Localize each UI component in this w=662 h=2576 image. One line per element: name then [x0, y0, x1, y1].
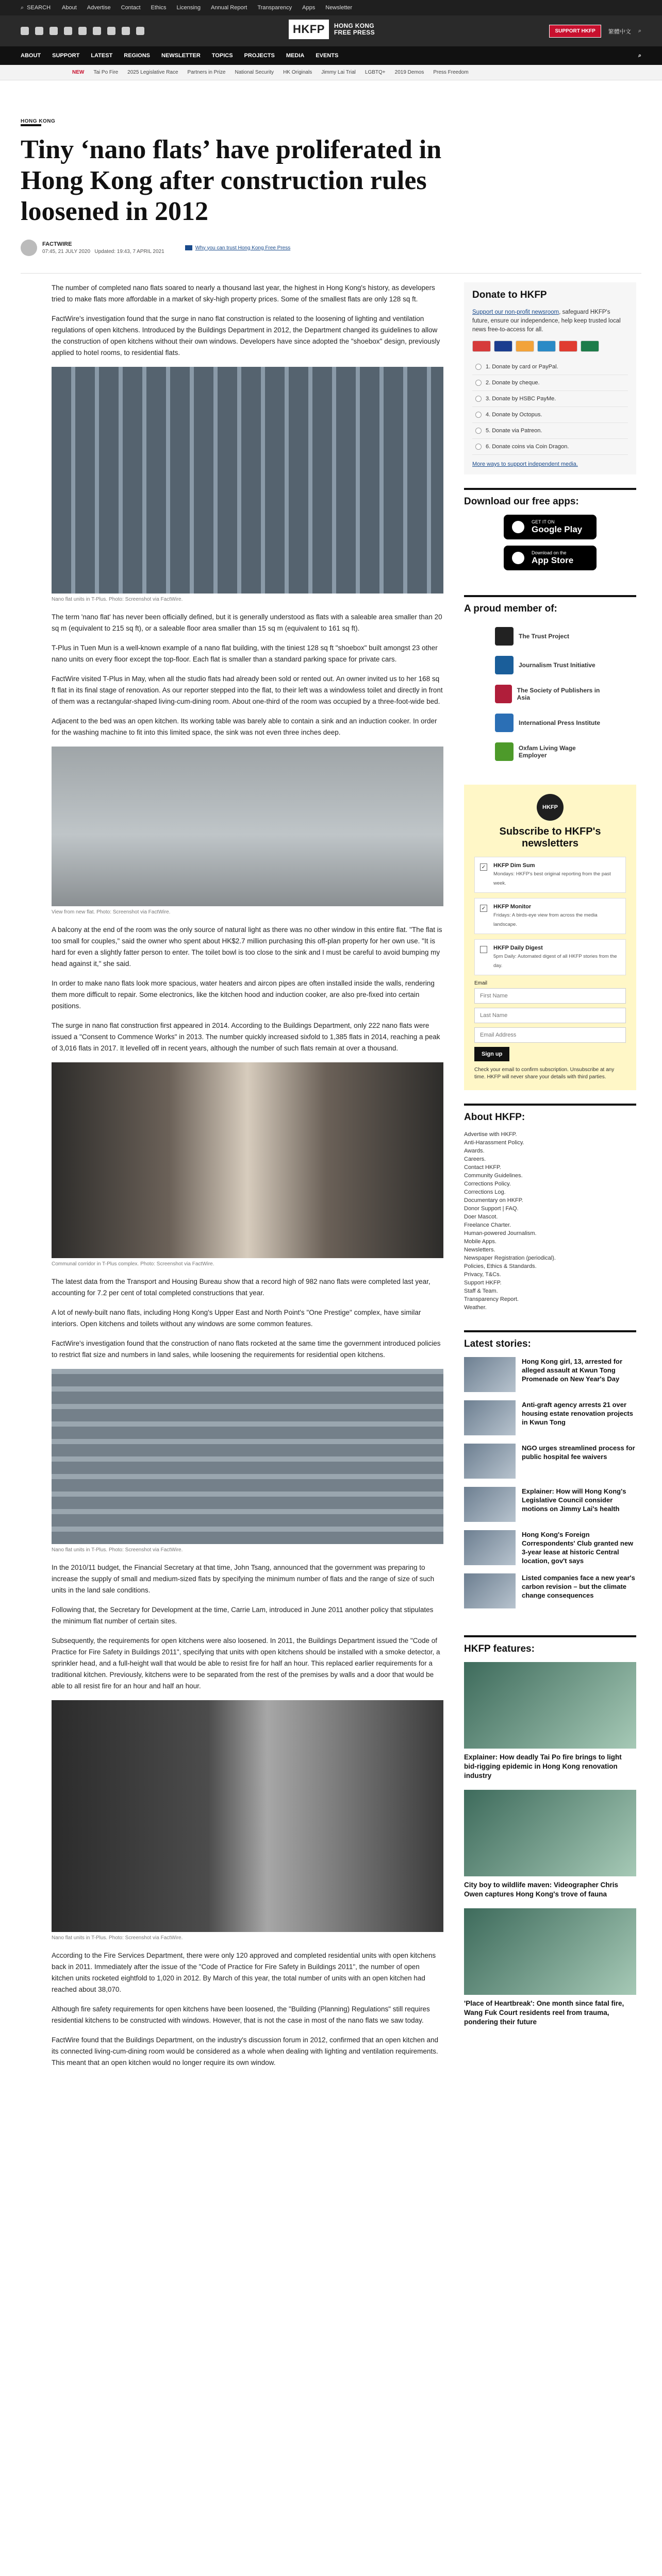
section-tag[interactable]: HONG KONG: [21, 118, 56, 124]
donate-option-label: 5. Donate via Patreon.: [486, 428, 542, 434]
google-play-icon: [512, 521, 524, 533]
story-title: Listed companies face a new year's carbon revision – but the climate change consequences: [522, 1574, 635, 1599]
about-link[interactable]: Transparency Report.: [464, 1296, 519, 1302]
top-search-label: SEARCH: [27, 5, 51, 11]
nav-topics[interactable]: TOPICS: [211, 53, 233, 59]
radio-icon: [475, 396, 482, 402]
member-oxfam[interactable]: [464, 737, 636, 766]
newsletter-logo: HKFP: [537, 794, 564, 821]
donate-option-label: 3. Donate by HSBC PayMe.: [486, 396, 556, 402]
donate-option-label: 2. Donate by cheque.: [486, 380, 540, 386]
donate-option[interactable]: [472, 375, 628, 391]
story-item[interactable]: [464, 1400, 636, 1435]
article-paragraph: The number of completed nano flats soared to nearly a thousand last year, the highest in Hong Kong's history, as developers tried to make flats more affordable in a market of sky-high property prices. Some of the smallest flats are only 128 sq ft.: [52, 284, 435, 303]
radio-icon: [475, 364, 482, 370]
newsletter-option-daily-digest[interactable]: [474, 939, 626, 975]
feature-title: Explainer: How deadly Tai Po fire brings to light bid-rigging epidemic in Hong Kong renovation industry: [464, 1753, 622, 1780]
feature-image: [464, 1790, 636, 1876]
story-thumbnail: [464, 1444, 516, 1479]
checkbox-icon: ✓: [480, 905, 487, 912]
donate-option[interactable]: [472, 359, 628, 375]
apps-title: Download our free apps:: [464, 496, 579, 507]
first-name-field[interactable]: [474, 988, 626, 1004]
email-label: Email: [474, 980, 488, 986]
about-link[interactable]: Staff & Team.: [464, 1288, 498, 1294]
newsletter-option-desc: Mondays: HKFP's best original reporting from the past week.: [493, 871, 611, 886]
google-play-small: GET IT ON: [532, 519, 555, 524]
nav-regions[interactable]: REGIONS: [124, 53, 150, 59]
utility-link-apps[interactable]: Apps: [302, 5, 316, 11]
feature-title: City boy to wildlife maven: Videographer Chris Owen captures Hong Kong's trove of fauna: [464, 1881, 619, 1898]
article-paragraph: The latest data from the Transport and Housing Bureau show that a record high of 982 nano flats were completed last year, accounting for 7.2 per cent of total completed constructions that year.: [52, 1278, 431, 1297]
about-link[interactable]: Newspaper Registration (periodical).: [464, 1255, 556, 1261]
masthead: [0, 15, 662, 46]
newsletter-option-title: HKFP Dim Sum: [493, 862, 535, 869]
sopa-icon: [495, 685, 512, 703]
feature-title: 'Place of Heartbreak': One month since fatal fire, Wang Fuk Court residents reel from trauma, pondering their future: [464, 1999, 624, 2026]
newsletter-option-monitor[interactable]: [474, 898, 626, 934]
checkbox-icon: [480, 946, 487, 953]
article-paragraph: FactWire's investigation found that the surge in nano flat construction is related to the loosening of lighting and ventilation regulations of open kitchens. Introduced by the Buildings Department in 2012, the Department changed its guidelines to allow the construction of open kitchens without their own windows. Developers have since adopted the "shoebox" design, previously applied to hotel rooms, to residential flats.: [52, 315, 440, 357]
email-field[interactable]: [474, 1027, 626, 1043]
about-link[interactable]: Privacy, T&Cs.: [464, 1272, 501, 1278]
radio-icon: [475, 380, 482, 386]
section-rule: [21, 124, 41, 126]
about-link[interactable]: Donor Support | FAQ.: [464, 1206, 519, 1212]
article-paragraph: Following that, the Secretary for Development at the time, Carrie Lam, introduced in June 2011 another policy that stipulates the minimum flat number of certain sites.: [52, 1606, 434, 1625]
newsletter-title: Subscribe to HKFP's newsletters: [499, 826, 601, 849]
about-link[interactable]: Awards.: [464, 1148, 485, 1154]
article-paragraph: FactWire found that the Buildings Department, on the industry's discussion forum in 2012, confirmed that an open kitchen and its connected living-cum-dining room would be considered as a whole when dealing with lighting and ventilation requirements. This meant that an open kitchen would no longer require its own window.: [52, 2036, 438, 2066]
logo-wordmark: [334, 23, 375, 36]
google-play-label: Google Play: [532, 524, 583, 534]
story-item[interactable]: [464, 1530, 636, 1565]
amex-icon: [516, 341, 534, 352]
about-link[interactable]: Support HKFP.: [464, 1280, 502, 1286]
trust-project-icon: [495, 627, 514, 646]
trending-item[interactable]: National Security: [235, 70, 274, 75]
utility-link-advertise[interactable]: Advertise: [87, 5, 111, 11]
about-link[interactable]: Community Guidelines.: [464, 1173, 523, 1179]
article-paragraph: A balcony at the end of the room was the only source of natural light as there was no other window in this entire flat. "The flat is too small for couples," said the owner who spent about HK$2.7 million purchasing this off-plan property for her own use. "It is hard for even a slightly fatter person to enter. The toilet bowl is too close to the sink and I must be careful to avoid bumping my head against it," she said.: [52, 926, 442, 968]
article-paragraph: Subsequently, the requirements for open kitchens were also loosened. In 2011, the Buildings Department issued the "Code of Practice for Fire Safety in Buildings 2011", specifying that units with open kitchens should be installed with a smoke detector, a sprinkler head, and a full-height wall that would be able to resist fire for half an hour. This replaced earlier requirements for a traditional kitchen. Previously, kitchens were to be separated from the rest of the premises by walls and a door that would be able to all resist fire for an hour and half an hour.: [52, 1637, 440, 1690]
site-logo[interactable]: [289, 20, 375, 39]
donate-widget: [464, 282, 636, 474]
app-store-button[interactable]: [504, 546, 597, 570]
main-nav: [0, 46, 662, 65]
paypal-icon: [537, 341, 556, 352]
byline: [21, 240, 536, 256]
article-photo-bed[interactable]: [52, 747, 443, 906]
x-icon[interactable]: [35, 27, 43, 35]
member-org-name: International Press Institute: [519, 719, 601, 726]
threads-icon[interactable]: [78, 27, 87, 35]
donate-option[interactable]: [472, 423, 628, 439]
last-name-field[interactable]: [474, 1008, 626, 1023]
jti-icon: [495, 656, 514, 674]
about-link[interactable]: Careers.: [464, 1156, 486, 1162]
app-store-label: App Store: [532, 555, 574, 565]
nav-projects[interactable]: PROJECTS: [244, 53, 275, 59]
feature-image: [464, 1908, 636, 1995]
newsletter-option-desc: Fridays: A birds-eye view from across the media landscape.: [493, 912, 598, 927]
trending-item[interactable]: Press Freedom: [433, 70, 469, 75]
feature-item[interactable]: [464, 1790, 636, 1899]
logo-line-2: FREE PRESS: [334, 29, 375, 36]
article-paragraph: Although fire safety requirements for open kitchens have been loosened, the "Building (Planning) Regulations" still requires residential kitchens to be constructed with windows. However, that is not the case in most of the nano flats we saw today.: [52, 2005, 430, 2024]
radio-icon: [475, 444, 482, 450]
feature-item[interactable]: [464, 1662, 636, 1781]
top-search[interactable]: [21, 5, 51, 11]
about-link[interactable]: Documentary on HKFP.: [464, 1197, 523, 1204]
utility-links: [62, 5, 352, 11]
photo-caption: Communal corridor in T-Plus complex. Photo: Screenshot via FactWire.: [52, 1261, 214, 1267]
article-photo-building[interactable]: [52, 367, 443, 594]
linkedin-icon[interactable]: [122, 27, 130, 35]
youtube-icon[interactable]: [64, 27, 72, 35]
article-photo-corridor[interactable]: [52, 1062, 443, 1258]
author-name[interactable]: FACTWIRE: [42, 241, 72, 247]
trending-item[interactable]: HK Originals: [283, 70, 312, 75]
article-paragraph: A lot of newly-built nano flats, including Hong Kong's Upper East and North Point's "One Prestige" complex, have similar interiors. Open kitchens and toilets without any windows are some common features.: [52, 1309, 421, 1328]
header-divider: [21, 273, 641, 274]
article-paragraph: According to the Fire Services Department, there were only 120 approved and completed residential units with open kitchens back in 2011. Immediately after the issue of the "Code of Practice for Fire Safety in Buildings 2011", the number of open kitchen units rocketed eightfold to 1,020 in 2012. By March of this year, the total number of units with an open kitchen had reached about 38,070.: [52, 1952, 436, 1993]
payme-icon: [559, 341, 577, 352]
utility-link-ethics[interactable]: Ethics: [151, 5, 167, 11]
facebook-icon[interactable]: [21, 27, 29, 35]
trust-link[interactable]: [185, 245, 291, 251]
search-icon: ⌕: [21, 4, 24, 11]
article-paragraph: The term 'nano flat' has never been officially defined, but it is generally understood as flats with a saleable area smaller than 20 sq m (equivalent to 215 sq ft), or a saleable floor area smaller than 15 sq m (equivalent to 161 sq ft).: [52, 613, 442, 632]
article-photo-facade[interactable]: [52, 1369, 443, 1544]
trending-item[interactable]: LGBTQ+: [365, 70, 386, 75]
trust-link-label: Why you can trust Hong Kong Free Press: [195, 245, 291, 251]
language-switch[interactable]: 繁體中文: [608, 28, 631, 35]
about-links: [464, 1130, 636, 1312]
member-ipi[interactable]: [464, 708, 636, 737]
trending-item[interactable]: 2019 Demos: [394, 70, 424, 75]
story-title: Hong Kong's Foreign Correspondents' Club granted new 3-year lease at historic Central location, gov't says: [522, 1531, 634, 1565]
about-title: About HKFP:: [464, 1112, 525, 1123]
trending-label: NEW: [72, 70, 85, 75]
newsletter-option-title: HKFP Daily Digest: [493, 945, 543, 951]
story-item[interactable]: [464, 1444, 636, 1479]
story-title: Hong Kong girl, 13, arrested for alleged assault at Kwun Tong Promenade on New Year's Day: [522, 1358, 623, 1383]
nav-latest[interactable]: LATEST: [91, 53, 113, 59]
about-link[interactable]: Human-powered Journalism.: [464, 1230, 537, 1236]
about-link[interactable]: Anti-Harassment Policy.: [464, 1140, 524, 1146]
donate-option-label: 6. Donate coins via Coin Dragon.: [486, 444, 569, 450]
ipi-icon: [495, 714, 514, 732]
search-icon[interactable]: ⌕: [638, 28, 641, 34]
newsletter-option-dim-sum[interactable]: [474, 857, 626, 893]
logo-line-1: HONG KONG: [334, 22, 374, 29]
donate-option[interactable]: [472, 407, 628, 423]
article-header: [21, 118, 536, 256]
signup-button[interactable]: Sign up: [474, 1047, 509, 1061]
about-link[interactable]: Advertise with HKFP.: [464, 1131, 517, 1138]
trending-item[interactable]: Tai Po Fire: [93, 70, 119, 75]
about-link[interactable]: Policies, Ethics & Standards.: [464, 1263, 537, 1269]
member-title: A proud member of:: [464, 603, 557, 614]
trending-bar: [0, 65, 662, 80]
mastodon-icon[interactable]: [136, 27, 144, 35]
member-trust-project[interactable]: [464, 622, 636, 651]
article-paragraph: In the 2010/11 budget, the Financial Secretary at that time, John Tsang, announced that the government was preparing to increase the supply of small and medium-sized flats by specifying the minimum number of flats and the range of size of such units in the land sale conditions.: [52, 1564, 435, 1594]
story-thumbnail: [464, 1400, 516, 1435]
newsletter-option-title: HKFP Monitor: [493, 904, 532, 910]
masthead-actions: [549, 25, 641, 38]
apple-icon: [512, 552, 524, 564]
nav-events[interactable]: EVENTS: [316, 53, 339, 59]
nav-search-icon[interactable]: ⌕: [638, 52, 641, 59]
google-play-button[interactable]: [504, 515, 597, 539]
whatsapp-icon[interactable]: [107, 27, 115, 35]
utility-link-annual-report[interactable]: Annual Report: [211, 5, 247, 11]
newsletter-widget: [464, 785, 636, 1090]
visa-icon: [494, 341, 512, 352]
member-org-name: Journalism Trust Initiative: [519, 662, 595, 669]
about-link[interactable]: Newsletters.: [464, 1247, 495, 1253]
utility-bar: [0, 0, 662, 15]
story-item[interactable]: [464, 1357, 636, 1392]
about-link[interactable]: Freelance Charter.: [464, 1222, 511, 1228]
article-paragraph: The surge in nano flat construction first appeared in 2014. According to the Buildings Department, only 222 nano flats were issued a "Consent to Commence Works" in 2013. The number quickly increased sixfold to 1,385 flats in 2014, reaching a peak of 3,016 flats in 2017. It levelled off in recent years, although the number of such flats remain at over a thousand.: [52, 1022, 440, 1052]
donate-option[interactable]: [472, 439, 628, 455]
support-hkfp-button[interactable]: SUPPORT HKFP: [549, 25, 601, 38]
donate-title: Donate to HKFP: [472, 290, 547, 300]
about-link[interactable]: Contact HKFP.: [464, 1164, 501, 1171]
utility-link-contact[interactable]: Contact: [121, 5, 141, 11]
trending-item[interactable]: Partners in Prize: [187, 70, 226, 75]
member-org-name: Oxfam Living Wage Employer: [518, 744, 576, 759]
nav-support[interactable]: SUPPORT: [52, 53, 80, 59]
story-thumbnail: [464, 1530, 516, 1565]
app-store-small: Download on the: [532, 550, 567, 555]
article-headline: Tiny ‘nano flats’ have proliferated in Hong Kong after construction rules loosened in 2012: [21, 135, 442, 226]
member-sopa[interactable]: [464, 680, 636, 708]
member-org-name: The Trust Project: [519, 633, 570, 640]
telegram-icon[interactable]: [93, 27, 101, 35]
about-link[interactable]: Weather.: [464, 1304, 487, 1311]
newsletter-note: Check your email to confirm subscription. Unsubscribe at any time. HKFP will never share your details with third parties.: [474, 1067, 615, 1080]
utility-link-licensing[interactable]: Licensing: [176, 5, 201, 11]
article-paragraph: In order to make nano flats look more spacious, water heaters and aircon pipes are often installed inside the walls, rendering them more difficult to repair. Some electronics, like the kitchen hood and induction cooker, are also pre-fixed into certain positions.: [52, 979, 435, 1010]
donate-option[interactable]: [472, 391, 628, 407]
about-link[interactable]: Mobile Apps.: [464, 1239, 496, 1245]
donate-text: [472, 308, 628, 334]
utility-link-transparency[interactable]: Transparency: [257, 5, 292, 11]
latest-title: Latest stories:: [464, 1338, 531, 1349]
publish-date: 07:45, 21 JULY 2020: [42, 248, 91, 255]
payment-icons: [472, 341, 628, 352]
about-link[interactable]: Doer Mascot.: [464, 1214, 498, 1220]
instagram-icon[interactable]: [49, 27, 58, 35]
logo-mark: HKFP: [289, 20, 329, 39]
radio-icon: [475, 412, 482, 418]
member-org-name: The Society of Publishers in Asia: [517, 687, 600, 701]
checkbox-icon: ✓: [480, 863, 487, 871]
story-title: Explainer: How will Hong Kong's Legislative Council consider motions on Jimmy Lai's health: [522, 1487, 626, 1513]
oxfam-icon: [495, 742, 514, 761]
story-thumbnail: [464, 1487, 516, 1522]
article-paragraph: FactWire's investigation found that the construction of nano flats rocketed at the same time the government introduced policies to restrict flat size and numbers in land sales, while loosening the requirements for residential open kitchens.: [52, 1340, 441, 1359]
latest-stories-widget: [464, 1330, 636, 1622]
nav-newsletter[interactable]: NEWSLETTER: [161, 53, 201, 59]
trust-icon: [185, 245, 192, 250]
article-photo-interior[interactable]: [52, 1700, 443, 1932]
photo-caption: Nano flat units in T-Plus. Photo: Screenshot via FactWire.: [52, 1547, 183, 1553]
trending-item[interactable]: 2025 Legislative Race: [127, 70, 178, 75]
social-icons: [21, 27, 144, 35]
utility-link-newsletter[interactable]: Newsletter: [325, 5, 353, 11]
article-paragraph: Adjacent to the bed was an open kitchen. Its working table was barely able to contain a sink and an induction cooker. In order for the washing machine to fit into this limited space, the sink was not even three inches deep.: [52, 717, 437, 736]
about-link[interactable]: Corrections Policy.: [464, 1181, 511, 1187]
nav-about[interactable]: ABOUT: [21, 53, 41, 59]
story-thumbnail: [464, 1357, 516, 1392]
features-widget: [464, 1635, 636, 2041]
byline-text: [42, 241, 164, 256]
story-thumbnail: [464, 1573, 516, 1608]
article-paragraph: T-Plus in Tuen Mun is a well-known example of a nano flat building, with the tiniest 128 sq ft "shoebox" built amongst 23 other nano units on every floor except the top-floor. Each flat is smaller than a standard parking space for private cars.: [52, 644, 438, 663]
about-link[interactable]: Corrections Log.: [464, 1189, 506, 1195]
story-item[interactable]: [464, 1487, 636, 1522]
features-title: HKFP features:: [464, 1643, 535, 1654]
donate-option-label: 1. Donate by card or PayPal.: [486, 364, 558, 370]
trending-item[interactable]: Jimmy Lai Trial: [321, 70, 356, 75]
donate-intro-link[interactable]: Support our non-profit newsroom: [472, 309, 559, 315]
author-avatar: [21, 240, 37, 256]
member-jti[interactable]: [464, 651, 636, 680]
octopus-icon: [581, 341, 599, 352]
nav-media[interactable]: MEDIA: [286, 53, 305, 59]
photo-caption: Nano flat units in T-Plus. Photo: Screenshot via FactWire.: [52, 1935, 183, 1941]
photo-caption: Nano flat units in T-Plus. Photo: Screenshot via FactWire.: [52, 597, 183, 602]
mastercard-icon: [472, 341, 491, 352]
photo-caption: View from new flat. Photo: Screenshot via FactWire.: [52, 909, 171, 915]
sidebar: [464, 282, 636, 2055]
donate-option-label: 4. Donate by Octopus.: [486, 412, 542, 418]
feature-image: [464, 1662, 636, 1749]
article-paragraph: FactWire visited T-Plus in May, when all the studio flats had already been sold or rented out. An owner invited us to her 168 sq ft flat in its final stage of renovation. As our reporter stepped into the flat, to their left was a windowless toilet and directly in front of them was a rectangular-shaped living-cum-dining room. About one-third of the room was occupied by a three-foot-wide bed.: [52, 675, 443, 705]
utility-link-about[interactable]: About: [62, 5, 77, 11]
story-title: Anti-graft agency arrests 21 over housing estate renovation projects in Kwun Tong: [522, 1401, 633, 1426]
newsletter-option-desc: 5pm Daily: Automated digest of all HKFP stories from the day.: [493, 954, 617, 969]
story-item[interactable]: [464, 1573, 636, 1608]
about-widget: [464, 1104, 636, 1317]
member-widget: [464, 595, 636, 771]
apps-widget: [464, 488, 636, 582]
story-title: NGO urges streamlined process for public hospital fee waivers: [522, 1444, 635, 1461]
more-ways-link[interactable]: More ways to support independent media.: [472, 461, 578, 467]
donate-intro-text: , safeguard HKFP's future, ensure our independence, help keep trusted local news free-to-access for all.: [472, 309, 621, 333]
article-body: [52, 282, 443, 2077]
radio-icon: [475, 428, 482, 434]
updated-date: Updated: 19:43, 7 APRIL 2021: [94, 248, 164, 255]
feature-item[interactable]: [464, 1908, 636, 2027]
